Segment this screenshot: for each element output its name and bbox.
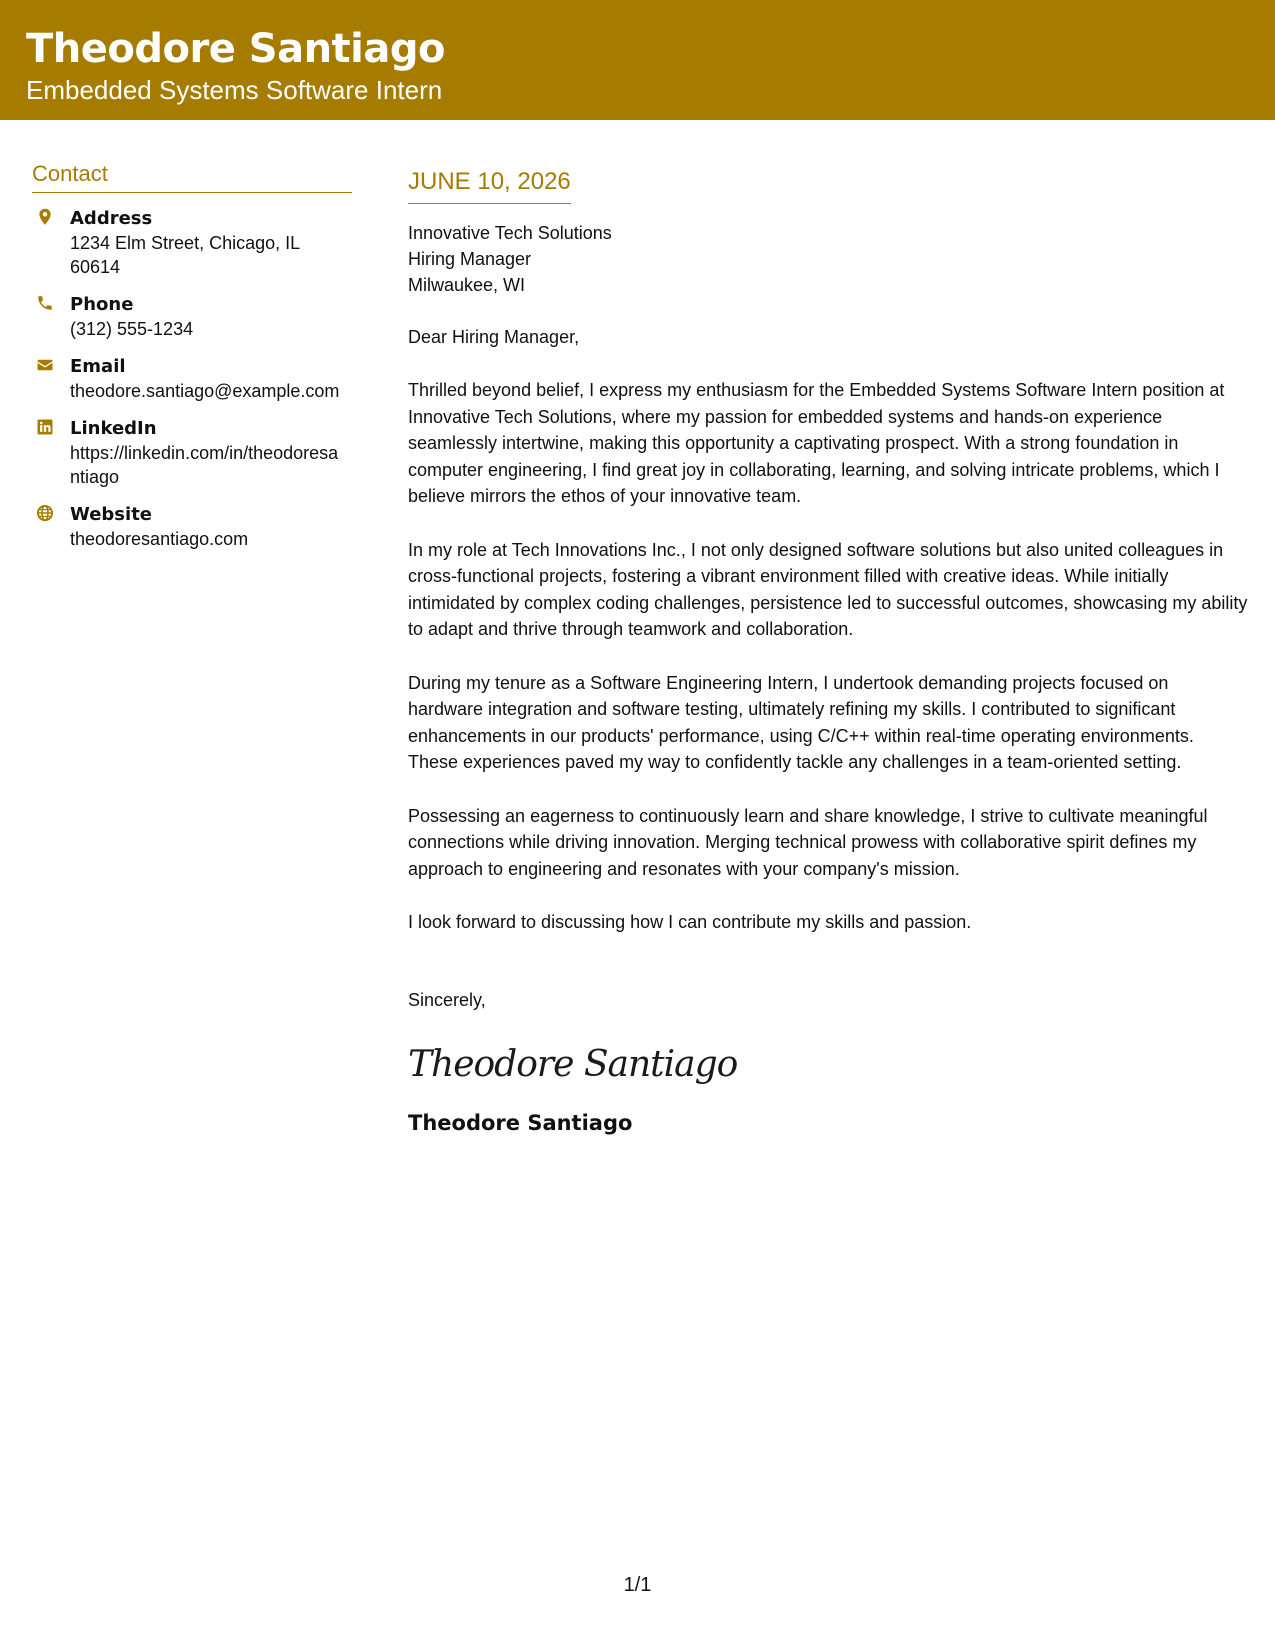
letter-paragraph: I look forward to discussing how I can contribute my skills and passion. bbox=[408, 912, 972, 932]
contact-sidebar bbox=[32, 160, 352, 551]
contact-phone bbox=[32, 293, 352, 341]
candidate-name: Theodore Santiago bbox=[26, 26, 445, 72]
envelope-icon bbox=[36, 356, 54, 374]
contact-section-title: Contact bbox=[32, 160, 352, 193]
contact-email bbox=[32, 355, 352, 403]
linkedin-value[interactable]: https://linkedin.com/in/theodoresantiago bbox=[70, 443, 339, 487]
phone-icon bbox=[36, 294, 54, 312]
email-label: Email bbox=[70, 356, 126, 377]
website-label: Website bbox=[70, 504, 153, 525]
header-banner bbox=[0, 0, 1275, 120]
letter-body bbox=[408, 165, 1248, 1137]
recipient-company: Innovative Tech Solutions bbox=[408, 223, 612, 243]
linkedin-label: LinkedIn bbox=[70, 418, 157, 439]
recipient-title: Hiring Manager bbox=[408, 249, 532, 269]
letter-greeting: Dear Hiring Manager, bbox=[408, 327, 580, 347]
page-number: 1/1 bbox=[623, 1574, 652, 1596]
signed-name: Theodore Santiago bbox=[408, 1110, 633, 1135]
email-value[interactable]: theodore.santiago@example.com bbox=[70, 381, 340, 401]
letter-paragraph: Thrilled beyond belief, I express my enthusiasm for the Embedded Systems Software Intern position at Innovative Tech Solutions, where my passion for embedded systems and hands-on experience seamlessly intertwine, making this opportunity a captivating prospect. With a strong foundation in computer engineering, I find great joy in collaborating, learning, and solving intricate problems, which I believe mirrors the ethos of your innovative team. bbox=[408, 380, 1225, 506]
candidate-role: Embedded Systems Software Intern bbox=[26, 75, 443, 105]
letter-date: JUNE 10, 2026 bbox=[408, 165, 571, 204]
letter-paragraph: In my role at Tech Innovations Inc., I not only designed software solutions but also united colleagues in cross-functional projects, fostering a vibrant environment filled with creative ideas. While initially intimidated by complex coding challenges, persistence led to successful outcomes, showcasing my ability to adapt and thrive through teamwork and collaboration. bbox=[408, 539, 1248, 639]
contact-address bbox=[32, 207, 352, 279]
letter-paragraph: Possessing an eagerness to continuously learn and share knowledge, I strive to cultivate meaningful connections while driving innovation. Merging technical prowess with collaborative spirit defines my approach to engineering and resonates with your company's mission. bbox=[408, 805, 1208, 879]
handwritten-signature: Theodore Santiago bbox=[408, 1043, 738, 1085]
letter-paragraph: During my tenure as a Software Engineering Intern, I undertook demanding projects focused on hardware integration and software testing, ultimately refining my skills. I contributed to significant enhancements in our products' performance, using C/C++ within real-time operating environments. These experiences paved my way to confidently tackle any challenges in a team-oriented setting. bbox=[408, 672, 1194, 772]
recipient-location: Milwaukee, WI bbox=[408, 275, 526, 295]
address-label: Address bbox=[70, 208, 153, 229]
address-value: 1234 Elm Street, Chicago, IL 60614 bbox=[70, 233, 300, 277]
contact-linkedin bbox=[32, 417, 352, 489]
letter-closing: Sincerely, bbox=[408, 989, 486, 1010]
website-value[interactable]: theodoresantiago.com bbox=[70, 529, 249, 549]
globe-icon bbox=[36, 504, 54, 522]
linkedin-icon bbox=[36, 418, 54, 436]
phone-label: Phone bbox=[70, 294, 134, 315]
map-pin-icon bbox=[36, 208, 54, 226]
phone-value[interactable]: (312) 555-1234 bbox=[70, 319, 194, 339]
contact-website bbox=[32, 503, 352, 551]
recipient-block bbox=[408, 220, 1248, 298]
